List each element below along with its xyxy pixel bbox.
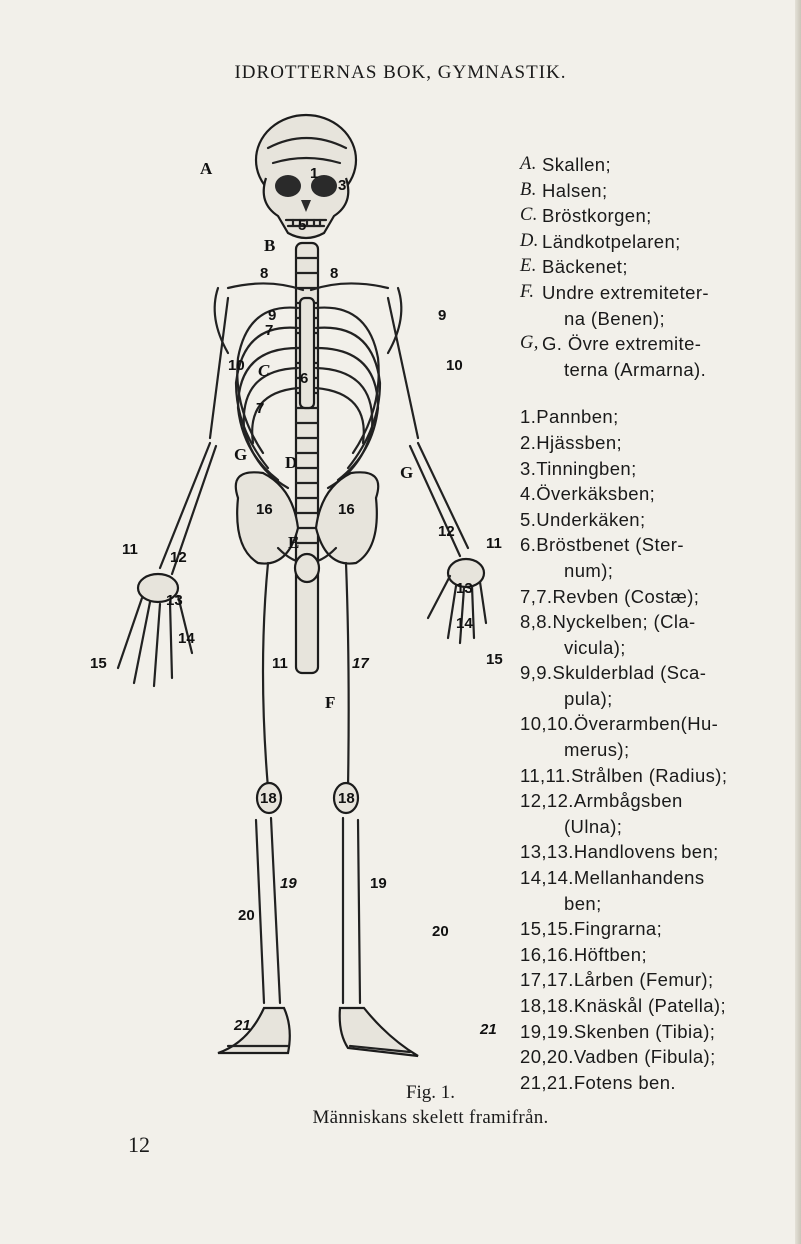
legend-entry-line xyxy=(520,891,796,917)
legend-entry-key: 18,18. xyxy=(520,995,574,1016)
legend-entry-text: Bröstbenet (Ster- xyxy=(536,534,684,556)
legend-entry-line xyxy=(520,532,796,558)
label-6: 6 xyxy=(300,370,309,387)
legend-entry-key: 8,8. xyxy=(520,611,553,633)
legend-entry-line xyxy=(520,711,796,737)
legend-entry-text: Fingrarna; xyxy=(573,918,663,940)
legend-letter-list xyxy=(520,152,796,382)
label-G-right: G xyxy=(400,463,414,482)
legend-entry-key: 13,13. xyxy=(520,841,574,863)
legend-entry-text: G. Övre extremite- xyxy=(542,333,702,355)
legend-entry-line xyxy=(520,404,796,430)
legend-entry-text: Pannben; xyxy=(536,406,619,428)
legend-entry-line xyxy=(520,1044,796,1070)
legend-entry-key: 16,16. xyxy=(520,943,574,965)
label-1: 1 xyxy=(310,165,319,182)
legend-entry-line xyxy=(520,839,796,865)
legend-entry-text: Underkäken; xyxy=(536,508,646,530)
legend-entry-line xyxy=(520,635,796,661)
legend-entry-key: F. xyxy=(520,281,535,302)
legend-entry-key: 15,15. xyxy=(520,918,574,940)
legend-entry-text: na (Benen); xyxy=(564,307,666,329)
label-5: 5 xyxy=(298,217,307,234)
legend-entry-text: Knäskål (Patella); xyxy=(573,995,727,1016)
legend-entry-line xyxy=(520,737,796,763)
legend-entry-text: Halsen; xyxy=(542,179,608,201)
legend-entry-text: Handlovens ben; xyxy=(573,841,719,863)
legend-entry-text: Armbågsben xyxy=(573,790,683,812)
legend-entry-key: 3. xyxy=(520,457,537,479)
legend-entry-key: 5. xyxy=(520,508,537,530)
label-9-right: 9 xyxy=(438,307,447,324)
legend-entry-text: num); xyxy=(564,559,614,581)
label-8-left: 8 xyxy=(260,265,269,282)
legend-entry-line xyxy=(520,660,796,686)
legend-entry-key: 9,9. xyxy=(520,662,553,684)
legend-entry-key: 20,20. xyxy=(520,1046,574,1068)
legend-entry-line xyxy=(520,942,796,968)
legend-entry-text: merus); xyxy=(564,739,630,761)
label-8-right: 8 xyxy=(330,265,339,282)
legend-entry-text: Strålben (Radius); xyxy=(571,764,728,786)
legend-entry-text: vicula); xyxy=(564,636,626,658)
label-21-left: 21 xyxy=(234,1017,251,1034)
legend-entry-line xyxy=(520,203,796,229)
label-9-left: 9 xyxy=(268,307,277,324)
legend-entry-text: Ländkotpelaren; xyxy=(542,230,681,252)
label-11-femur-left: 11 xyxy=(272,655,288,672)
legend-entry-line xyxy=(520,229,796,255)
legend-entry-line xyxy=(520,788,796,814)
legend-entry-line xyxy=(520,814,796,840)
legend-entry-line xyxy=(520,331,796,357)
label-16-left: 16 xyxy=(256,501,273,518)
legend-entry-line xyxy=(520,967,796,993)
legend-entry-text: Överkäksben; xyxy=(536,483,656,505)
legend-entry-text: Överarmben(Hu- xyxy=(573,713,719,735)
page-number: 12 xyxy=(128,1132,150,1157)
label-A: A xyxy=(200,159,213,178)
legend-entry-text: Revben (Costæ); xyxy=(552,585,700,607)
label-13-left: 13 xyxy=(166,592,183,609)
legend-entry-key: 1. xyxy=(520,406,537,428)
label-20-left: 20 xyxy=(238,907,255,924)
legend-entry-key: G, xyxy=(520,333,539,354)
label-10-left: 10 xyxy=(228,357,245,374)
figure-caption xyxy=(0,1080,801,1130)
legend-entry-text: Mellanhandens xyxy=(573,867,705,889)
legend-entry-line xyxy=(520,280,796,306)
label-G-left: G xyxy=(234,445,248,464)
label-7: 7 xyxy=(265,322,274,339)
legend-entry-key: 10,10. xyxy=(520,713,574,735)
label-D: D xyxy=(285,453,298,472)
legend-entry-text: Lårben (Femur); xyxy=(573,969,714,991)
legend-entry-text: Nyckelben; (Cla- xyxy=(552,611,696,633)
legend-entry-line xyxy=(520,357,796,383)
legend-entry-text: ben; xyxy=(564,892,602,914)
label-14-left: 14 xyxy=(178,630,195,647)
running-header: IDROTTERNAS BOK, GYMNASTIK. xyxy=(234,62,567,83)
label-16-right: 16 xyxy=(338,501,355,518)
legend-entry-key: D. xyxy=(520,230,539,251)
legend-entry-key: 2. xyxy=(520,431,537,453)
legend-entry-line xyxy=(520,481,796,507)
legend-entry-line xyxy=(520,993,796,1019)
legend-entry-key: C. xyxy=(520,205,538,226)
label-18-right: 18 xyxy=(338,790,355,807)
legend-entry-text: Tinningben; xyxy=(536,457,637,479)
label-13-right: 13 xyxy=(456,580,473,597)
legend-entry-line xyxy=(520,584,796,610)
left-foot xyxy=(218,1008,290,1053)
legend-entry-text: Skenben (Tibia); xyxy=(573,1020,716,1042)
label-B: B xyxy=(264,236,276,255)
label-19-left: 19 xyxy=(280,875,297,892)
label-21-right: 21 xyxy=(480,1021,497,1038)
legend-entry-key: 7,7. xyxy=(520,585,553,607)
legend-entry-line xyxy=(520,456,796,482)
legend-entry-key: 14,14. xyxy=(520,867,574,889)
label-14-right: 14 xyxy=(456,615,473,632)
label-15-right: 15 xyxy=(486,651,503,668)
legend-entry-text: Höftben; xyxy=(573,943,647,965)
label-10-right: 10 xyxy=(446,357,463,374)
legend-entry-text: Skulderblad (Sca- xyxy=(552,662,707,684)
caption-text: Människans skelett framifrån. xyxy=(312,1107,549,1128)
legend-entry-text: Bröstkorgen; xyxy=(542,205,652,227)
legend-entry-line xyxy=(520,916,796,942)
label-11-left: 11 xyxy=(122,541,138,558)
legend-entry-line xyxy=(520,507,796,533)
legend-entry-line xyxy=(520,430,796,456)
legend-entry-text: Hjässben; xyxy=(536,431,623,453)
legend-entry-key: 6. xyxy=(520,534,537,556)
skeleton-illustration xyxy=(88,108,520,1058)
legend-entry-line xyxy=(520,558,796,584)
legend-entry-key: A. xyxy=(520,154,537,174)
legend-entry-key: 4. xyxy=(520,483,537,505)
legend-entry-line xyxy=(520,865,796,891)
label-12-right: 12 xyxy=(438,523,455,540)
label-F: F xyxy=(325,693,336,712)
legend-entry-text: Undre extremiteter- xyxy=(542,281,709,303)
label-E: E xyxy=(288,533,300,552)
legend-entry-key: B. xyxy=(520,179,537,200)
legend-entry-text: pula); xyxy=(564,687,613,709)
legend-entry-key: 19,19. xyxy=(520,1020,574,1042)
label-19-right: 19 xyxy=(370,875,387,892)
legend-number-list xyxy=(520,404,796,1095)
right-foot xyxy=(340,1008,418,1056)
legend-entry-line xyxy=(520,1019,796,1045)
legend-entry-line xyxy=(520,306,796,332)
legend-entry-line xyxy=(520,152,796,178)
label-20-right: 20 xyxy=(432,923,449,940)
caption-figure-number: Fig. 1. xyxy=(405,1082,456,1103)
legend-entry-text: Bäckenet; xyxy=(542,256,628,278)
legend-entry-key: 21,21. xyxy=(520,1071,574,1093)
legend-entry-line xyxy=(520,254,796,280)
label-7b: 7 xyxy=(256,400,265,417)
legend-entry-text: Skallen; xyxy=(542,154,612,175)
label-15-left: 15 xyxy=(90,655,107,672)
legend-entry-text: (Ulna); xyxy=(564,815,623,837)
legend xyxy=(520,152,796,1095)
label-3: 3 xyxy=(338,177,347,194)
legend-entry-key: E. xyxy=(520,256,537,277)
legend-entry-line xyxy=(520,686,796,712)
legend-entry-key: 12,12. xyxy=(520,790,574,812)
label-18-left: 18 xyxy=(260,790,277,807)
legend-entry-text: Fotens ben. xyxy=(573,1071,676,1093)
legend-entry-line xyxy=(520,178,796,204)
legend-entry-key: 11,11. xyxy=(520,764,572,786)
legend-entry-line xyxy=(520,763,796,789)
legend-entry-line xyxy=(520,609,796,635)
legend-entry-text: Vadben (Fibula); xyxy=(573,1046,716,1068)
label-C: C xyxy=(258,361,270,380)
legend-entry-key: 17,17. xyxy=(520,969,574,991)
label-17: 17 xyxy=(352,655,369,672)
label-12-left: 12 xyxy=(170,549,187,566)
legend-entry-text: terna (Armarna). xyxy=(564,358,707,380)
label-11-right: 11 xyxy=(486,535,502,552)
